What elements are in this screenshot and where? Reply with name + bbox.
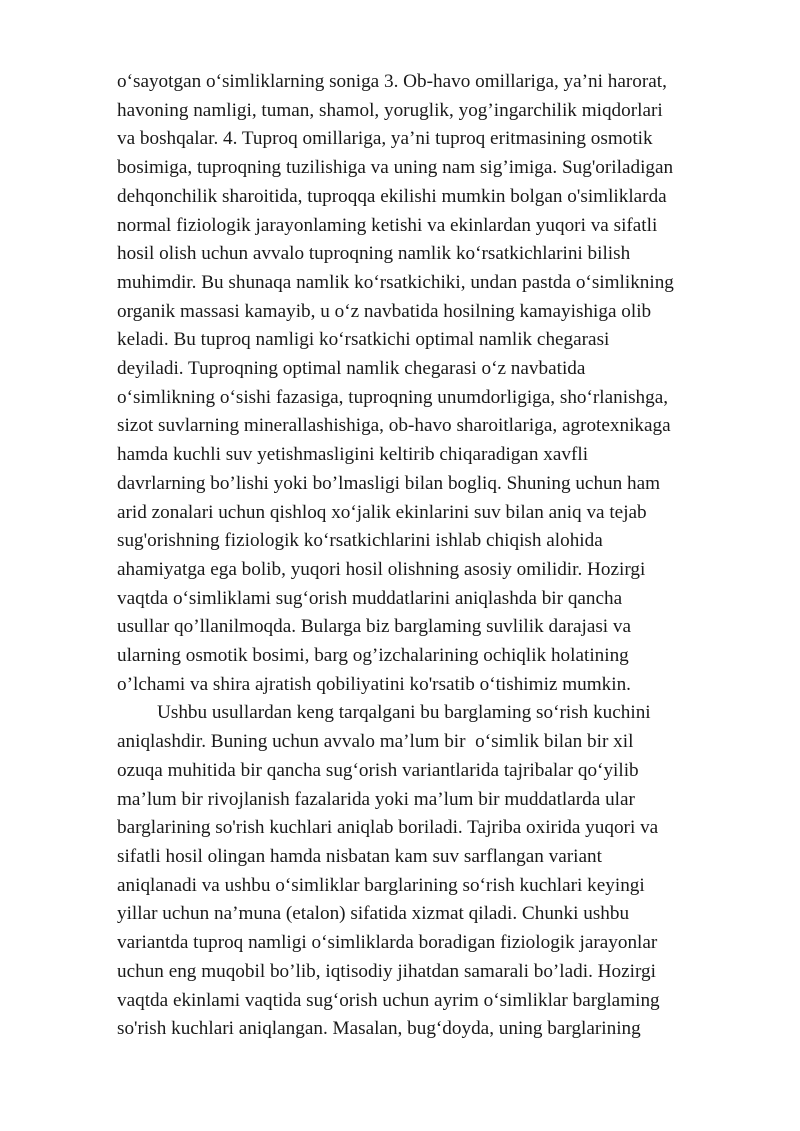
text-line: dehqonchilik sharoitida, tuproqqa ekilishi mumkin bolgan o'simliklarda [117, 185, 667, 207]
text-line: arid zonalari uchun qishloq xo‘jalik ekinlarini suv bilan aniq va tejab [117, 501, 647, 523]
text-line: organik massasi kamayib, u o‘z navbatida hosilning kamayishiga olib [117, 300, 652, 322]
text-line: vaqtda ekinlami vaqtida sug‘orish uchun ayrim o‘simliklar barglaming [117, 989, 660, 1011]
text-line: aniqlashdir. Buning uchun avvalo ma’lum bir o‘simlik bilan bir xil [117, 731, 634, 753]
text-line: usullar qo’llanilmoqda. Bularga biz barglaming suvlilik darajasi va [117, 616, 632, 638]
text-line: sifatli hosil olingan hamda nisbatan kam suv sarflangan variant [117, 845, 602, 867]
text-line: va boshqalar. 4. Tuproq omillariga, ya’ni tuproq eritmasining osmotik [117, 128, 653, 150]
text-line: havoning namligi, tuman, shamol, yoruglik, yog’ingarchilik miqdorlari [117, 99, 663, 121]
text-line: sizot suvlarning minerallashishiga, ob-havo sharoitlariga, agrotexnikaga [117, 415, 671, 437]
text-line: ma’lum bir rivojlanish fazalarida yoki ma’lum bir muddatlarda ular [117, 788, 635, 810]
text-line: Ushbu usullardan keng tarqalgani bu barglaming so‘rish kuchini [157, 702, 651, 724]
text-line: so'rish kuchlari aniqlangan. Masalan, bug‘doyda, uning barglarining [117, 1018, 641, 1040]
paragraph-2 [117, 699, 747, 1043]
text-line: o‘sayotgan o‘simliklarning soniga 3. Ob-havo omillariga, ya’ni harorat, [117, 71, 667, 92]
text-line: o’lchami va shira ajratish qobiliyatini ko'rsatib o‘tishimiz mumkin. [117, 673, 631, 695]
text-line: keladi. Bu tuproq namligi ko‘rsatkichi optimal namlik chegarasi [117, 329, 610, 351]
text-line: barglarining so'rish kuchlari aniqlab boriladi. Tajriba oxirida yuqori va [117, 817, 659, 839]
text-line: aniqlanadi va ushbu o‘simliklar barglarining so‘rish kuchlari keyingi [117, 874, 645, 896]
text-line: ahamiyatga ega bolib, yuqori hosil olishning asosiy omilidir. Hozirgi [117, 558, 646, 580]
text-line: ozuqa muhitida bir qancha sug‘orish variantlarida tajribalar qo‘yilib [117, 759, 639, 781]
text-line: davrlarning bo’lishi yoki bo’lmasligi bilan bogliq. Shuning uchun ham [117, 472, 661, 494]
text-line: muhimdir. Bu shunaqa namlik ko‘rsatkichiki, undan pastda o‘simlikning [117, 271, 674, 293]
text-line: normal fiziologik jarayonlaming ketishi va ekinlardan yuqori va sifatli [117, 214, 658, 236]
text-line: hosil olish uchun avvalo tuproqning namlik ko‘rsatkichlarini bilish [117, 243, 631, 265]
body-text [117, 68, 747, 1044]
text-line: uchun eng muqobil bo’lib, iqtisodiy jihatdan samarali bo’ladi. Hozirgi [117, 960, 656, 982]
text-line: hamda kuchli suv yetishmasligini keltirib chiqaradigan xavfli [117, 444, 589, 466]
text-line: variantda tuproq namligi o‘simliklarda boradigan fiziologik jarayonlar [117, 932, 658, 954]
text-line: vaqtda o‘simliklami sug‘orish muddatlarini aniqlashda bir qancha [117, 587, 623, 609]
text-line: deyiladi. Tuproqning optimal namlik chegarasi o‘z navbatida [117, 358, 586, 380]
text-line: ularning osmotik bosimi, barg og’izchalarining ochiqlik holatining [117, 645, 629, 667]
paragraph-1 [117, 68, 747, 699]
text-line: yillar uchun na’muna (etalon) sifatida xizmat qiladi. Chunki ushbu [117, 903, 630, 925]
text-line: o‘simlikning o‘sishi fazasiga, tuproqning unumdorligiga, sho‘rlanishga, [117, 386, 669, 408]
text-line: bosimiga, tuproqning tuzilishiga va uning nam sig’imiga. Sug'oriladigan [117, 157, 674, 179]
text-line: sug'orishning fiziologik ko‘rsatkichlarini ishlab chiqish alohida [117, 530, 603, 552]
